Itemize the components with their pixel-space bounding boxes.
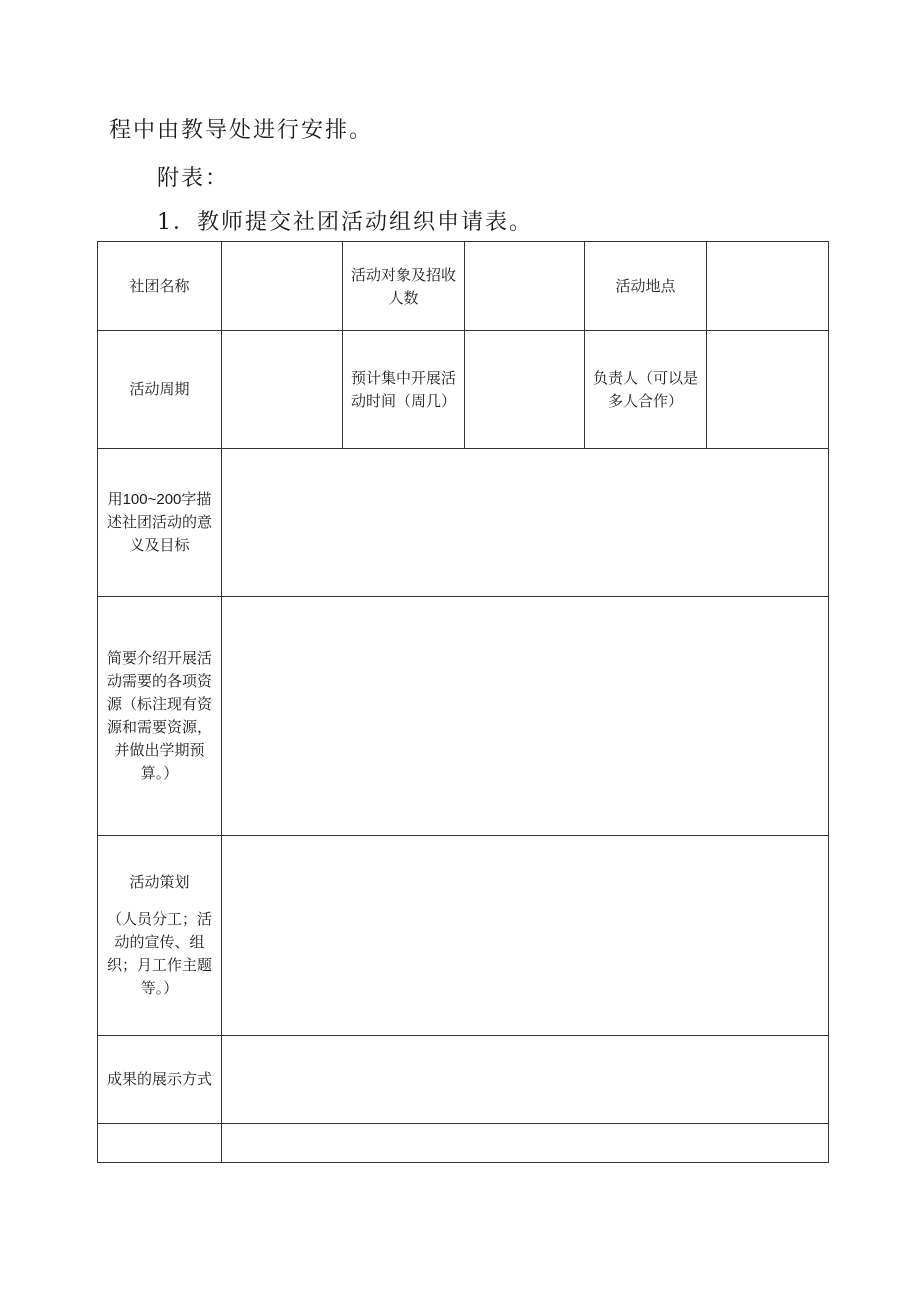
club-name-label: 社团名称 [98, 242, 222, 331]
location-field[interactable] [707, 242, 829, 331]
form-row-schedule [98, 331, 829, 449]
purpose-field[interactable] [222, 449, 829, 597]
attachment-heading: 附表： [157, 166, 230, 191]
planning-field[interactable] [222, 836, 829, 1036]
results-label: 成果的展示方式 [98, 1036, 222, 1124]
purpose-label: 用100~200字描 述社团活动的意 义及目标 [98, 449, 222, 597]
time-field[interactable] [465, 331, 585, 449]
club-name-field[interactable] [222, 242, 343, 331]
owner-label: 负责人（可以是 多人合作） [585, 331, 707, 449]
resources-label: 简要介绍开展活 动需要的各项资 源（标注现有资 源和需要资源， 并做出学期预 算。） [98, 597, 222, 836]
form-row-extra [98, 1124, 829, 1163]
location-label: 活动地点 [585, 242, 707, 331]
results-field[interactable] [222, 1036, 829, 1124]
intro-line-1: 程中由教导处进行安排。 [109, 118, 374, 143]
cycle-field[interactable] [222, 331, 343, 449]
extra-label-cell [98, 1124, 222, 1163]
form-row-basic-info [98, 242, 829, 331]
club-application-form [97, 241, 829, 1163]
planning-label: 活动策划 （人员分工；活 动的宣传、组 织；月工作主题 等。） [98, 836, 222, 1036]
cycle-label: 活动周期 [98, 331, 222, 449]
resources-field[interactable] [222, 597, 829, 836]
table-title: 1．教师提交社团活动组织申请表。 [157, 210, 533, 235]
target-label: 活动对象及招收 人数 [343, 242, 465, 331]
form-row-planning [98, 836, 829, 1036]
target-field[interactable] [465, 242, 585, 331]
form-row-results [98, 1036, 829, 1124]
extra-field[interactable] [222, 1124, 829, 1163]
owner-field[interactable] [707, 331, 829, 449]
form-row-resources [98, 597, 829, 836]
time-label: 预计集中开展活 动时间（周几） [343, 331, 465, 449]
form-row-purpose [98, 449, 829, 597]
